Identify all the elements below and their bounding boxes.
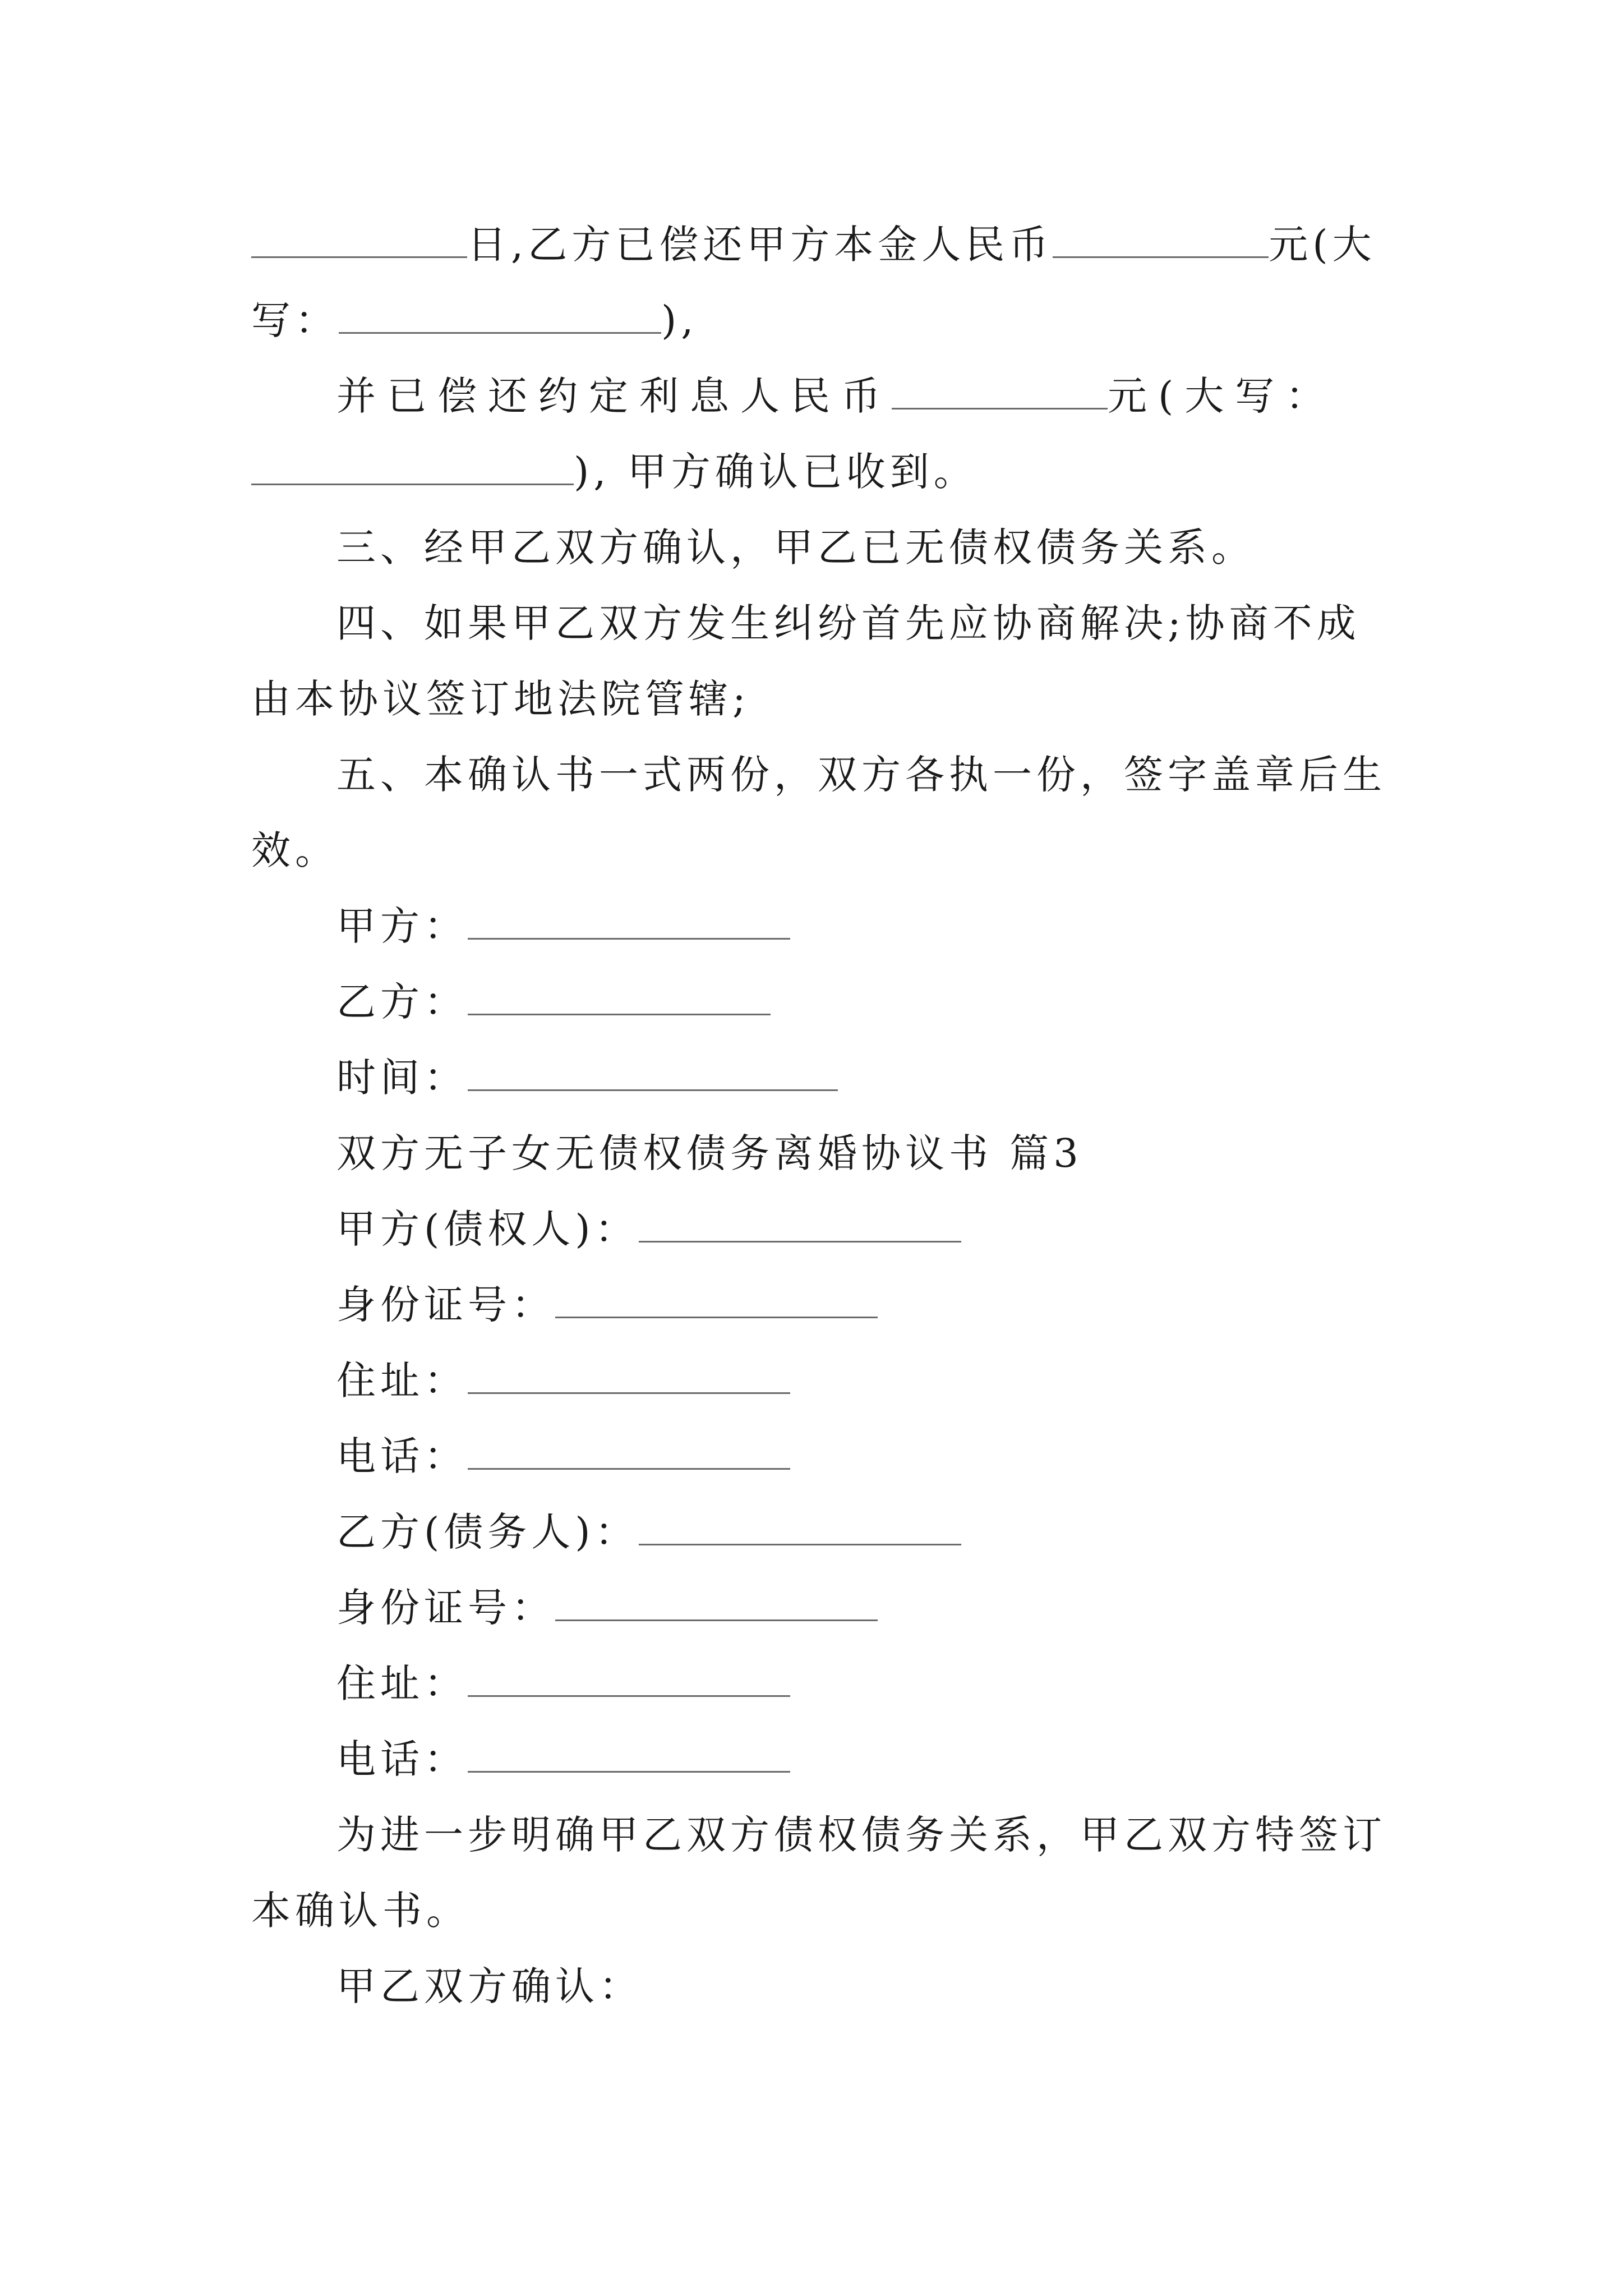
debtor-phone-line — [336, 1732, 790, 1786]
blank-principal-uppercase[interactable] — [339, 295, 661, 334]
field-label: 住址： — [336, 1660, 468, 1706]
creditor-name-blank[interactable] — [639, 1204, 961, 1243]
text-segment: ), — [661, 297, 698, 343]
creditor-phone-blank[interactable] — [468, 1431, 790, 1470]
text-segment: 并已偿还约定利息人民币 — [336, 373, 892, 419]
field-label: 身份证号： — [336, 1585, 555, 1631]
clause-five: 五、本确认书一式两份，双方各执一份，签字盖章后生 — [336, 752, 1386, 798]
text-segment: 写： — [251, 297, 339, 343]
party-b-signature-line — [336, 975, 771, 1029]
date-blank[interactable] — [468, 1052, 838, 1091]
blank-interest-uppercase[interactable] — [251, 447, 574, 485]
clause-four-continued: 由本协议签订地法院管辖; — [251, 676, 750, 722]
clause-five-continued: 效。 — [251, 827, 339, 873]
party-b-signature-blank[interactable] — [468, 977, 771, 1015]
creditor-address-blank[interactable] — [468, 1355, 790, 1394]
field-label: 电话： — [336, 1736, 468, 1782]
field-label: 住址： — [336, 1358, 468, 1404]
text-line-4 — [251, 445, 978, 499]
creditor-id-blank[interactable] — [555, 1280, 878, 1318]
purpose-paragraph-continued: 本确认书。 — [251, 1888, 470, 1934]
clause-three: 三、经甲乙双方确认，甲乙已无债权债务关系。 — [336, 524, 1255, 570]
purpose-paragraph: 为进一步明确甲乙双方债权债务关系，甲乙双方特签订 — [336, 1812, 1386, 1858]
creditor-phone-line — [336, 1429, 790, 1483]
field-label: 甲方(债权人)： — [336, 1206, 639, 1252]
field-label: 身份证号： — [336, 1282, 555, 1328]
confirmation-heading: 甲乙双方确认： — [336, 1963, 643, 2009]
field-label: 电话： — [336, 1433, 468, 1479]
field-label: 甲方： — [336, 903, 468, 949]
field-label: 乙方： — [336, 979, 468, 1025]
field-label: 乙方(债务人)： — [336, 1509, 639, 1555]
text-segment: ), 甲方确认已收到。 — [574, 449, 978, 495]
creditor-line — [336, 1202, 961, 1256]
text-line-1 — [251, 218, 1376, 272]
debtor-phone-blank[interactable] — [468, 1734, 790, 1773]
blank-principal-amount[interactable] — [1053, 219, 1269, 258]
text-segment: 日,乙方已偿还甲方本金人民币 — [467, 222, 1053, 268]
debtor-line — [336, 1505, 961, 1559]
debtor-address-line — [336, 1657, 790, 1710]
party-a-signature-line — [336, 899, 790, 953]
debtor-id-line — [336, 1581, 878, 1635]
blank-interest-amount[interactable] — [892, 371, 1108, 409]
debtor-address-blank[interactable] — [468, 1658, 790, 1697]
blank-date[interactable] — [251, 219, 467, 258]
creditor-address-line — [336, 1354, 790, 1407]
party-a-signature-blank[interactable] — [468, 901, 790, 940]
debtor-name-blank[interactable] — [639, 1507, 961, 1545]
creditor-id-line — [336, 1278, 878, 1332]
debtor-id-blank[interactable] — [555, 1582, 878, 1621]
clause-four: 四、如果甲乙双方发生纠纷首先应协商解决;协商不成 — [336, 600, 1361, 646]
text-line-3 — [336, 369, 1336, 423]
text-segment: 元(大写： — [1108, 373, 1336, 419]
text-segment: 元(大 — [1269, 222, 1376, 268]
text-line-2 — [251, 293, 698, 347]
date-line — [336, 1051, 838, 1105]
section-heading: 双方无子女无债权债务离婚协议书 篇3 — [336, 1130, 1083, 1176]
field-label: 时间： — [336, 1055, 468, 1101]
